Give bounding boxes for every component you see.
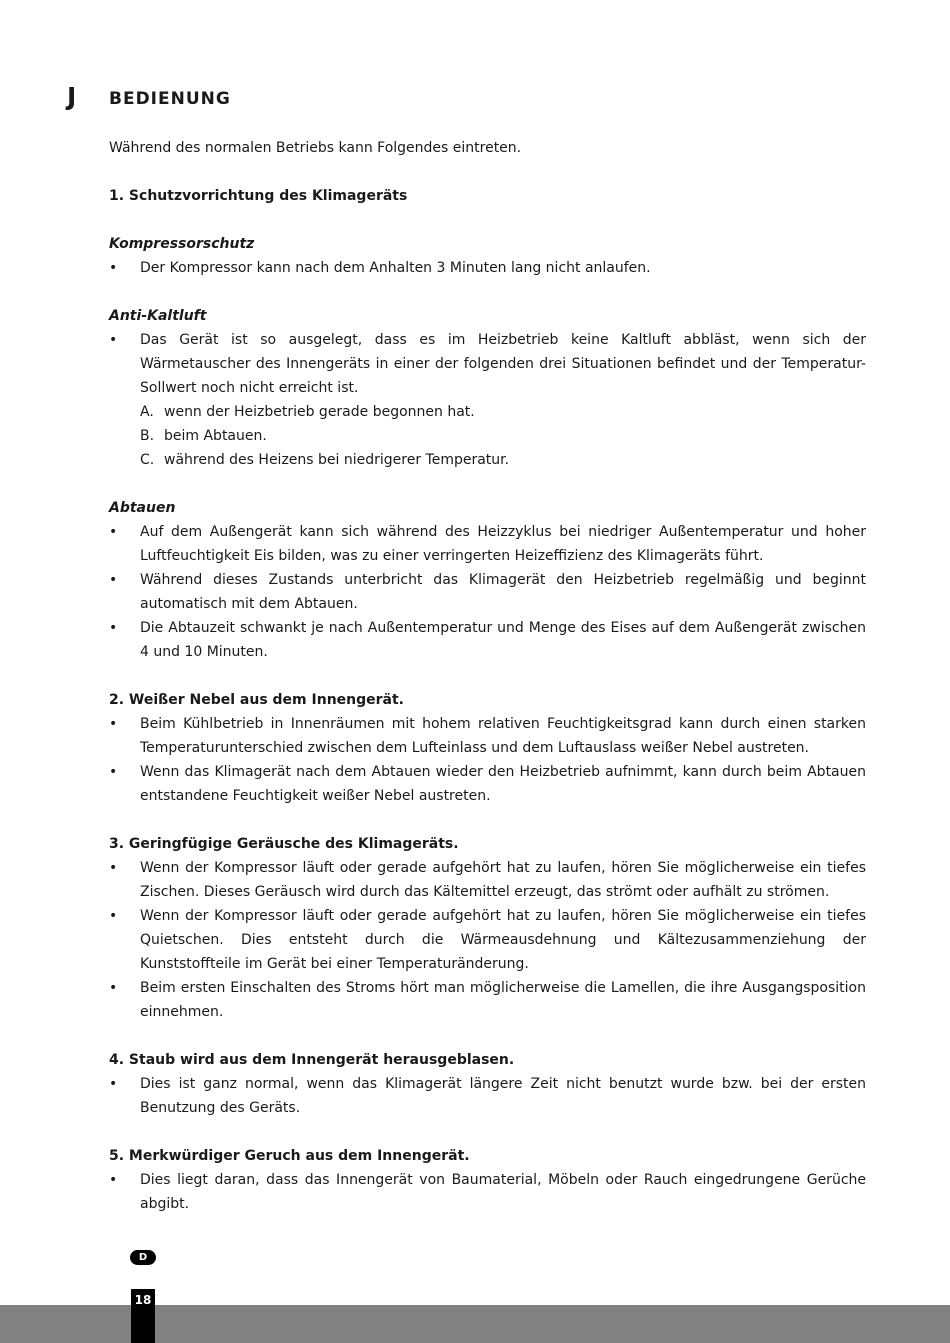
bullet-text: Dies ist ganz normal, wenn das Klimagerät längere Zeit nicht benutzt wurde bzw. bei der ersten Benutzung des Geräts. [140,1076,866,1116]
heading-geruch: 5. Merkwürdiger Geruch aus dem Innengerät. [109,1148,470,1164]
page-content [109,136,866,1216]
bullet-marker: • [109,764,118,780]
list-item [109,424,866,448]
bullet-marker: • [109,524,118,540]
bullet-marker: • [109,716,118,732]
heading-geraeusche: 3. Geringfügige Geräusche des Klimageräts. [109,836,459,852]
bullet-text: Wenn das Klimagerät nach dem Abtauen wieder den Heizbetrieb aufnimmt, kann durch beim Abtauen entstandene Feuchtigkeit weißer Nebel austreten. [140,764,866,804]
bullet-item [109,256,866,280]
subheading-kompressorschutz: Kompressorschutz [109,236,255,252]
bullet-text: Während dieses Zustands unterbricht das Klimagerät den Heizbetrieb regelmäßig und beginnt automatisch mit dem Abtauen. [140,572,866,612]
bullet-text: Dies liegt daran, dass das Innengerät von Baumaterial, Möbeln oder Rauch eingedrungene Gerüche abgibt. [140,1172,866,1212]
bullet-item [109,712,866,760]
bullet-marker: • [109,980,118,996]
bullet-item [109,976,866,1024]
bullet-marker: • [109,1172,118,1188]
bullet-text: Beim ersten Einschalten des Stroms hört man möglicherweise die Lamellen, die ihre Ausgangsposition einnehmen. [140,980,866,1020]
section-title: BEDIENUNG [109,89,231,109]
bullet-text: Wenn der Kompressor läuft oder gerade aufgehört hat zu laufen, hören Sie möglicherweise ein tiefes Zischen. Dieses Geräusch wird durch das Kältemittel erzeugt, das strömt oder aufhält zu strömen. [140,860,866,900]
bullet-item [109,904,866,976]
bullet-item [109,1072,866,1120]
heading-weisser-nebel: 2. Weißer Nebel aus dem Innengerät. [109,692,404,708]
bullet-item [109,616,866,664]
list-letter: B. [140,428,155,444]
bullet-item [109,1168,866,1216]
bullet-marker: • [109,860,118,876]
bullet-marker: • [109,908,118,924]
language-badge: D [130,1250,156,1265]
heading-staub: 4. Staub wird aus dem Innengerät herausgeblasen. [109,1052,515,1068]
list-item [109,448,866,472]
list-letter: A. [140,404,154,420]
list-text: beim Abtauen. [164,428,267,444]
bullet-item [109,520,866,568]
bullet-item [109,568,866,616]
list-text: während des Heizens bei niedrigerer Temperatur. [164,452,510,468]
subheading-abtauen: Abtauen [109,500,176,516]
bullet-text: Der Kompressor kann nach dem Anhalten 3 Minuten lang nicht anlaufen. [140,260,651,276]
bullet-marker: • [109,260,118,276]
bullet-marker: • [109,620,118,636]
bullet-text: Die Abtauzeit schwankt je nach Außentemperatur und Menge des Eises auf dem Außengerät zwischen 4 und 10 Minuten. [140,620,866,660]
bullet-marker: • [109,1076,118,1092]
section-letter: J [67,82,77,111]
bullet-text: Wenn der Kompressor läuft oder gerade aufgehört hat zu laufen, hören Sie möglicherweise ein tiefes Quietschen. Dies entsteht durch die Wärmeausdehnung und Kältezusammenziehung der Kunststoffteile im Gerät bei einer Temperaturänderung. [140,908,866,972]
bullet-item [109,760,866,808]
bullet-text: Das Gerät ist so ausgelegt, dass es im Heizbetrieb keine Kaltluft abbläst, wenn sich der Wärmetauscher des Innengeräts in einer der folgenden drei Situationen befindet und der Temperatur-Sollwert noch nicht erreicht ist. [140,332,866,396]
bullet-item [109,328,866,400]
heading-schutzvorrichtung: 1. Schutzvorrichtung des Klimageräts [109,188,408,204]
list-letter: C. [140,452,155,468]
intro-text: Während des normalen Betriebs kann Folgendes eintreten. [109,140,522,156]
page-number: 18 [131,1289,155,1343]
bullet-marker: • [109,332,118,348]
bullet-text: Beim Kühlbetrieb in Innenräumen mit hohem relativen Feuchtigkeitsgrad kann durch einen starken Temperaturunterschied zwischen dem Lufteinlass und dem Luftauslass weißer Nebel austreten. [140,716,866,756]
subheading-anti-kaltluft: Anti-Kaltluft [109,308,207,324]
bullet-marker: • [109,572,118,588]
bullet-item [109,856,866,904]
list-text: wenn der Heizbetrieb gerade begonnen hat. [164,404,475,420]
list-item [109,400,866,424]
bullet-text: Auf dem Außengerät kann sich während des Heizzyklus bei niedriger Außentemperatur und hoher Luftfeuchtigkeit Eis bilden, was zu einer verringerten Heizeffizienz des Klimageräts führt. [140,524,866,564]
